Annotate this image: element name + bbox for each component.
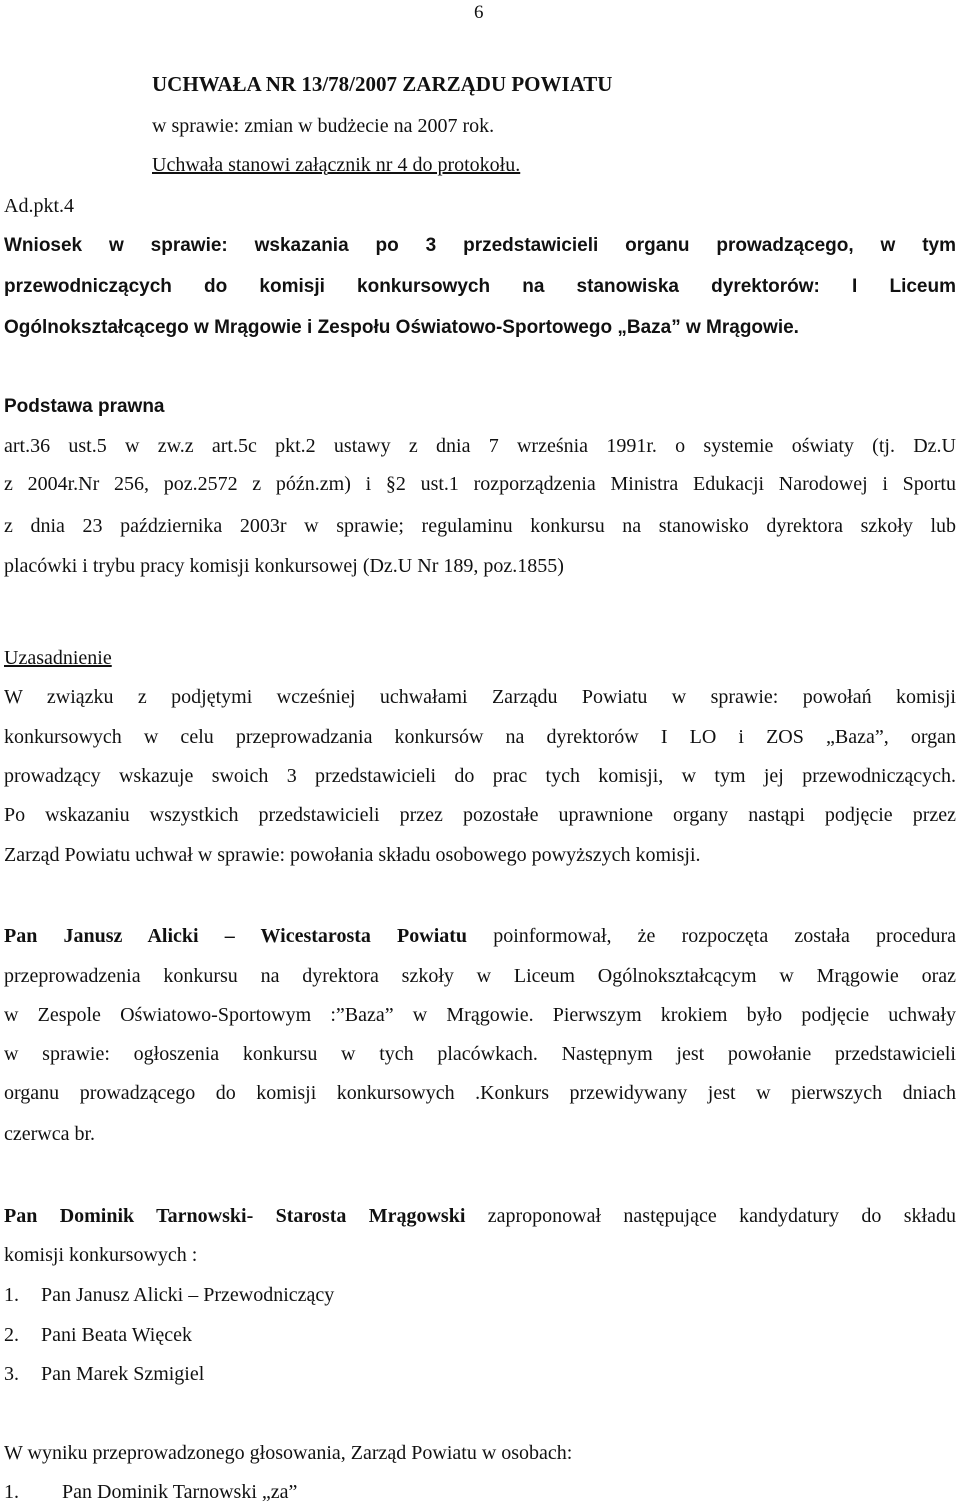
justification-line-4: Po wskazaniu wszystkich przedstawicieli przez pozostałe uprawnione organy nastąpi podjęcie przez	[4, 804, 956, 826]
justification-line-3: prowadzący wskazuje swoich 3 przedstawicieli do prac tych komisji, w tym jej przewodniczących.	[4, 765, 956, 787]
alicki-line-6: czerwca br.	[4, 1123, 96, 1145]
alicki-line-2: przeprowadzenia konkursu na dyrektora szkoły w Liceum Ogólnokształcącym w Mrągowie oraz	[4, 965, 956, 987]
alicki-line-1	[4, 925, 956, 948]
candidate-item: 1. Pan Janusz Alicki – Przewodniczący	[4, 1284, 335, 1306]
candidate-item: 2. Pani Beata Więcek	[4, 1324, 192, 1346]
alicki-line-3: w Zespole Oświatowo-Sportowym :”Baza” w Mrągowie. Pierwszym krokiem było podjęcie uchwały	[4, 1004, 956, 1026]
alicki-line-5: organu prowadzącego do komisji konkursowych .Konkurs przewidywany jest w pierwszych dniach	[4, 1082, 956, 1104]
resolution-title: UCHWAŁA NR 13/78/2007 ZARZĄDU POWIATU	[152, 72, 613, 96]
tarnowski-line-1-rest: zaproponował następujące kandydatury do składu	[465, 1205, 956, 1227]
alicki-line-1-rest: poinformował, że rozpoczęta została procedura	[467, 925, 956, 947]
resolution-attachment-note: Uchwała stanowi załącznik nr 4 do protokołu.	[152, 154, 521, 176]
vote-intro: W wyniku przeprowadzonego głosowania, Zarząd Powiatu w osobach:	[4, 1442, 573, 1464]
tarnowski-line-2: komisji konkursowych :	[4, 1244, 198, 1266]
candidate-item: 3. Pan Marek Szmigiel	[4, 1363, 205, 1385]
speaker-alicki: Pan Janusz Alicki – Wicestarosta Powiatu	[4, 925, 468, 947]
justification-line-2: konkursowych w celu przeprowadzania konkursów na dyrektorów I LO i ZOS „Baza”, organ	[4, 726, 956, 748]
justification-line-1: W związku z podjętymi wcześniej uchwałami Zarządu Powiatu w sprawie: powołań komisji	[4, 686, 956, 708]
agenda-point: Ad.pkt.4	[4, 195, 74, 217]
legal-basis-heading: Podstawa prawna	[4, 396, 165, 417]
motion-line-1: Wniosek w sprawie: wskazania po 3 przedstawicieli organu prowadzącego, w tym	[4, 235, 956, 256]
motion-line-3: Ogólnokształcącego w Mrągowie i Zespołu Oświatowo-Sportowego „Baza” w Mrągowie.	[4, 317, 799, 338]
motion-line-2: przewodniczących do komisji konkursowych na stanowiska dyrektorów: I Liceum	[4, 276, 956, 297]
vote-item: 1. Pan Dominik Tarnowski „za”	[4, 1481, 298, 1503]
page-number: 6	[474, 2, 484, 23]
alicki-line-4: w sprawie: ogłoszenia konkursu w tych placówkach. Następnym jest powołanie przedstawicieli	[4, 1043, 956, 1065]
justification-heading: Uzasadnienie	[4, 647, 112, 669]
speaker-tarnowski: Pan Dominik Tarnowski- Starosta Mrągowski	[4, 1205, 466, 1227]
legal-basis-line-1: art.36 ust.5 w zw.z art.5c pkt.2 ustawy z dnia 7 września 1991r. o systemie oświaty (tj. Dz.U	[4, 435, 956, 457]
tarnowski-line-1	[4, 1205, 956, 1228]
justification-line-5: Zarząd Powiatu uchwał w sprawie: powołania składu osobowego powyższych komisji.	[4, 844, 701, 866]
legal-basis-line-4: placówki i trybu pracy komisji konkursowej (Dz.U Nr 189, poz.1855)	[4, 555, 564, 577]
resolution-subject: w sprawie: zmian w budżecie na 2007 rok.	[152, 115, 495, 137]
legal-basis-line-3: z dnia 23 października 2003r w sprawie; regulaminu konkursu na stanowisko dyrektora szkoły lub	[4, 515, 956, 537]
legal-basis-line-2: z 2004r.Nr 256, poz.2572 z późn.zm) i §2 ust.1 rozporządzenia Ministra Edukacji Narodowej i Sportu	[4, 473, 956, 495]
